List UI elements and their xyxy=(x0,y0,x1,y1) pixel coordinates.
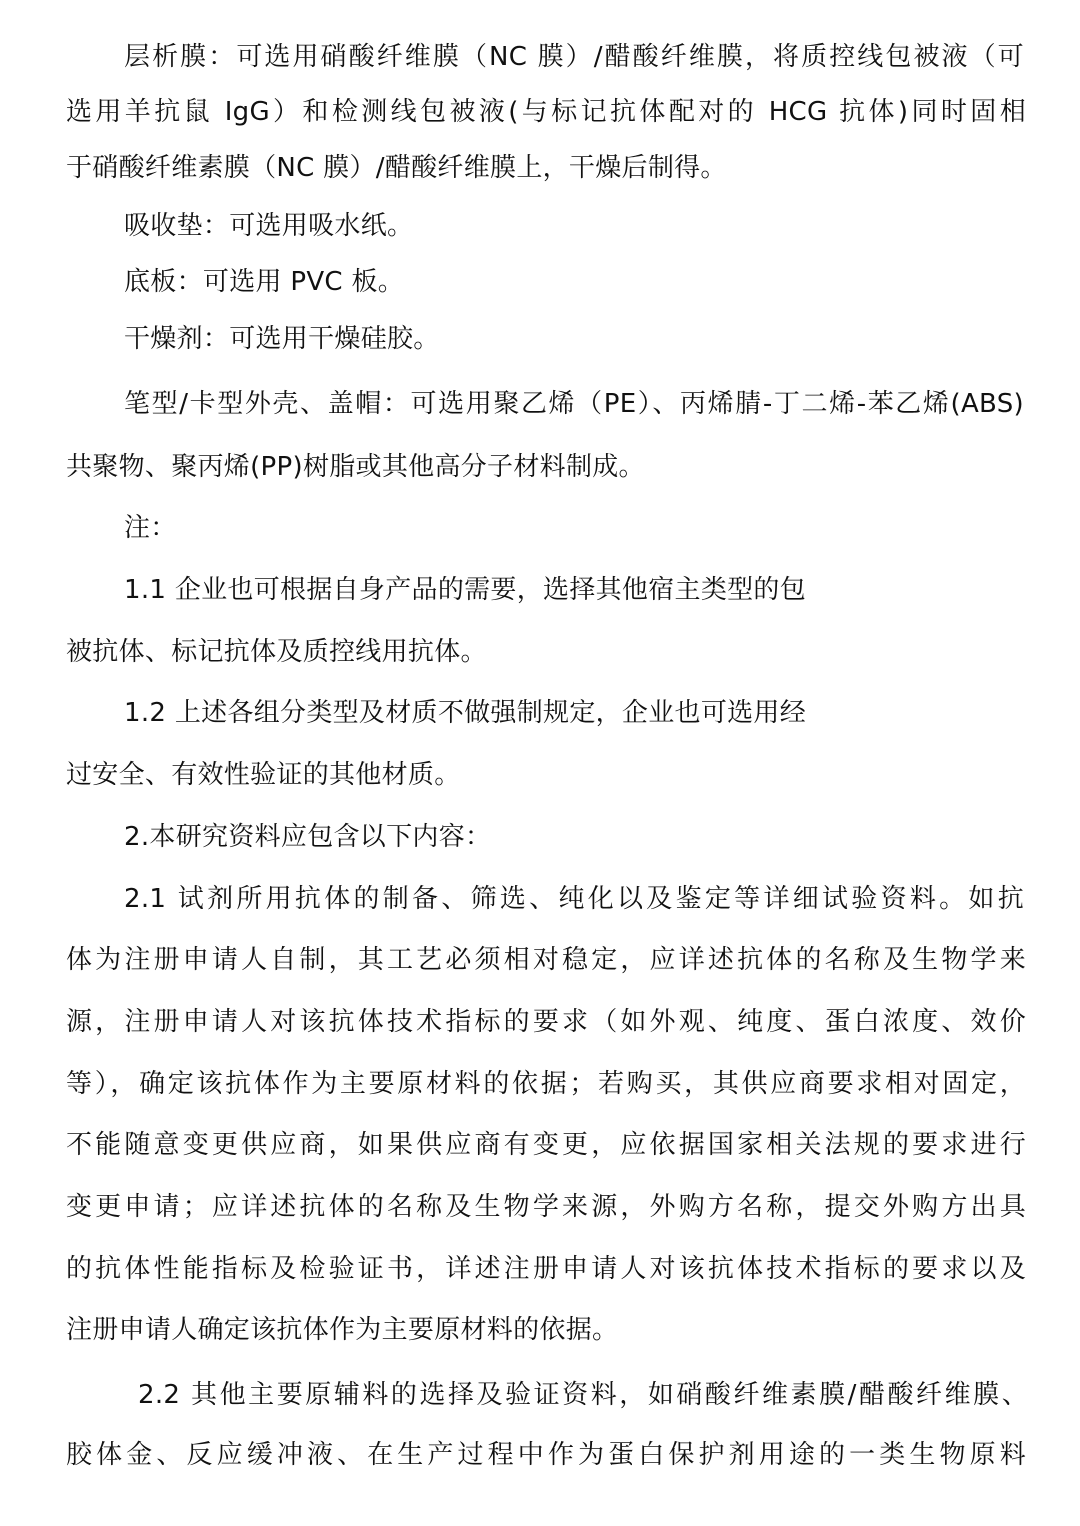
text-line: 注册申请人确定该抗体作为主要原材料的依据。 xyxy=(66,1315,619,1345)
text-line: 1.1 企业也可根据自身产品的需要，选择其他宿主类型的包 xyxy=(124,575,807,605)
note-heading: 注： xyxy=(124,513,177,543)
section-heading: 2.本研究资料应包含以下内容： xyxy=(124,822,492,852)
text-line: 共聚物、聚丙烯(PP)树脂或其他高分子材料制成。 xyxy=(66,452,645,482)
text-line: 选用羊抗鼠 IgG）和检测线包被液(与标记抗体配对的 HCG 抗体)同时固相 xyxy=(66,97,1026,127)
text-line: 1.2 上述各组分类型及材质不做强制规定，企业也可选用经 xyxy=(124,698,807,728)
text-line: 不能随意变更供应商，如果供应商有变更，应依据国家相关法规的要求进行 xyxy=(66,1130,1026,1160)
text-line: 源，注册申请人对该抗体技术指标的要求（如外观、纯度、蛋白浓度、效价 xyxy=(66,1007,1026,1037)
text-line: 被抗体、标记抗体及质控线用抗体。 xyxy=(66,637,487,667)
text-line: 笔型/卡型外壳、盖帽：可选用聚乙烯（PE）、丙烯腈-丁二烯-苯乙烯(ABS) xyxy=(124,389,1024,419)
text-line: 吸收垫：可选用吸水纸。 xyxy=(124,211,414,241)
text-line: 2.1 试剂所用抗体的制备、筛选、纯化以及鉴定等详细试验资料。如抗 xyxy=(124,884,1024,914)
text-line: 底板：可选用 PVC 板。 xyxy=(124,267,405,297)
text-line: 胶体金、反应缓冲液、在生产过程中作为蛋白保护剂用途的一类生物原料 xyxy=(66,1440,1026,1470)
text-line: 于硝酸纤维素膜（NC 膜）/醋酸纤维膜上，干燥后制得。 xyxy=(66,153,727,183)
text-line: 过安全、有效性验证的其他材质。 xyxy=(66,760,461,790)
text-line: 变更申请；应详述抗体的名称及生物学来源，外购方名称，提交外购方出具 xyxy=(66,1192,1026,1222)
text-line: 等），确定该抗体作为主要原材料的依据；若购买，其供应商要求相对固定， xyxy=(66,1069,1026,1099)
text-line: 体为注册申请人自制，其工艺必须相对稳定，应详述抗体的名称及生物学来 xyxy=(66,945,1026,975)
text-line: 2.2 其他主要原辅料的选择及验证资料，如硝酸纤维素膜/醋酸纤维膜、 xyxy=(138,1380,1028,1410)
text-line: 干燥剂：可选用干燥硅胶。 xyxy=(124,324,440,354)
text-line: 的抗体性能指标及检验证书，详述注册申请人对该抗体技术指标的要求以及 xyxy=(66,1254,1026,1284)
text-line: 层析膜：可选用硝酸纤维膜（NC 膜）/醋酸纤维膜，将质控线包被液（可 xyxy=(124,42,1024,72)
